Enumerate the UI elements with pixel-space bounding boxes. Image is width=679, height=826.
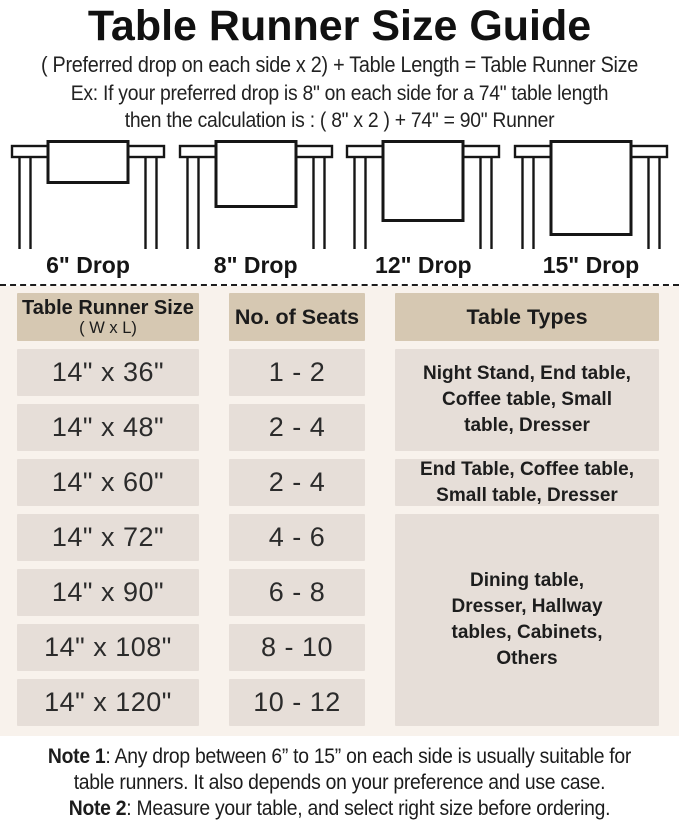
column-header-seats: No. of Seats (229, 293, 365, 341)
column-header-runner-size-title: Table Runner Size (22, 296, 194, 319)
notes-section (0, 743, 679, 821)
column-header-table-types: Table Types (395, 293, 659, 341)
size-cell-row-7: 14" x 120" (17, 679, 199, 726)
table-drop-illustration-8in (177, 139, 335, 249)
table-types-cell-dining-tables: Dining table, Dresser, Hallway tables, Cabinets, Others (395, 514, 659, 726)
formula-line: ( Preferred drop on each side x 2) + Table Length = Table Runner Size (40, 52, 639, 77)
example-line-1: Ex: If your preferred drop is 8" on each side for a 74" table length (70, 81, 609, 105)
note-1-label: Note 1 (47, 744, 106, 768)
seats-cell-row-3: 2 - 4 (229, 459, 365, 506)
table-types-cell-medium-tables: End Table, Coffee table, Small table, Dresser (395, 459, 659, 506)
drop-label-8in: 8" Drop (213, 252, 298, 278)
table-runner-drawing-icon (512, 139, 670, 249)
note-1-line-2: table runners. It also depends on your preference and use case. (73, 770, 606, 794)
column-header-runner-size (17, 293, 199, 341)
example-line-2: then the calculation is : ( 8" x 2 ) + 74" = 90" Runner (124, 108, 555, 132)
note-2-label: Note 2 (68, 796, 127, 820)
drop-label-15in: 15" Drop (542, 252, 640, 278)
note-1-line-1: Note 1: Any drop between 6” to 15” on each side is usually suitable for (47, 744, 632, 768)
seats-cell-row-1: 1 - 2 (229, 349, 365, 396)
seats-cell-row-4: 4 - 6 (229, 514, 365, 561)
column-header-runner-size-subtitle: ( W x L) (79, 318, 137, 337)
drop-label-12in: 12" Drop (375, 252, 472, 278)
size-cell-row-4: 14" x 72" (17, 514, 199, 561)
seats-cell-row-5: 6 - 8 (229, 569, 365, 616)
size-cell-row-6: 14" x 108" (17, 624, 199, 671)
size-cell-row-3: 14" x 60" (17, 459, 199, 506)
note-2: Note 2: Measure your table, and select right size before ordering. (68, 796, 611, 820)
seats-cell-row-2: 2 - 4 (229, 404, 365, 451)
page-title: Table Runner Size Guide (87, 2, 592, 50)
table-runner-drawing-icon (9, 139, 167, 249)
table-types-cell-small-tables: Night Stand, End table, Coffee table, Small table, Dresser (395, 349, 659, 451)
drop-labels-row (0, 251, 679, 279)
seats-cell-row-6: 8 - 10 (229, 624, 365, 671)
table-drop-illustration-12in (344, 139, 502, 249)
size-cell-row-1: 14" x 36" (17, 349, 199, 396)
drop-label-6in: 6" Drop (46, 252, 130, 278)
size-table (0, 286, 679, 736)
size-cell-row-5: 14" x 90" (17, 569, 199, 616)
table-runner-drawing-icon (177, 139, 335, 249)
seats-cell-row-7: 10 - 12 (229, 679, 365, 726)
table-drop-illustration-15in (512, 139, 670, 249)
table-drop-illustration-6in (9, 139, 167, 249)
size-cell-row-2: 14" x 48" (17, 404, 199, 451)
drop-illustrations (0, 139, 679, 249)
table-runner-drawing-icon (344, 139, 502, 249)
